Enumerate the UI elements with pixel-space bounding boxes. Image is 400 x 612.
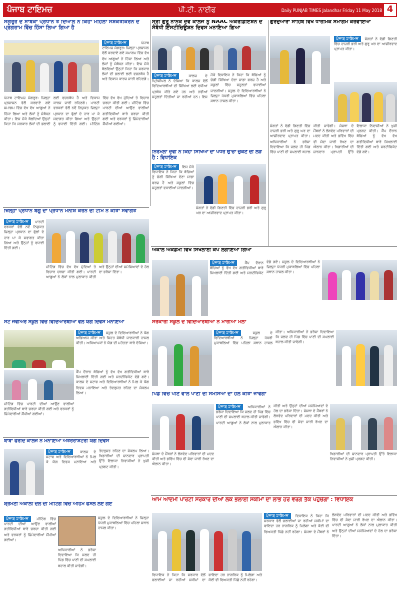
- article-headline: ਜ਼ਿਲ੍ਹਾ ਪ੍ਰਧਾਨ ਬੰਗੂ ਦਾ ਪ੍ਰਧਾਨ ਮਨੀਸ਼ ਕਰਨ ਦੀ ਟੀਮ ਨੇ ਕੀਤਾ ਸਵਾਗਤ: [4, 209, 137, 214]
- article-a7: ਅਕਾਲ ਅਕੈਡਮੀ ਵਿਖੇ ਸਿਖਲਾਈ ਕੈਂਪ ਲਗਾਇਆ ਗਿਆ ਪੰਜਾਬ ਟਾਇਮਜ਼ ਕੈਂਪ ਦੌਰਾਨ ਬੱਚਿਆਂ ਨੂੰ ਵੱਖ ਵੱਖ ਗਤੀਵਿਧੀਆਂ ਬਾਰੇ ਸਿਖਲਾਈ ਦਿੱਤੀ ਗਈ ਅਤੇ ਸਰਟੀਫਿਕੇਟ ਵੰਡੇ ਗਏ। ਸਕੂਲ ਦੇ ਵਿਦਿਆਰਥੀਆਂ ਨੇ ਜ਼ਿਲ੍ਹਾ ਪੱਧਰੀ ਮੁਕਾਬਲਿਆਂ ਵਿੱਚ ਪਹਿਲਾ ਸਥਾਨ ਹਾਸਲ ਕੀਤਾ।: [152, 248, 397, 318]
- bureau-tag: ਪੰਜਾਬ ਟਾਇਮਜ਼: [78, 330, 101, 335]
- bureau-tag: ਪੰਜਾਬ ਟਾਇਮਜ਼: [6, 219, 29, 224]
- bureau-tag: ਪੰਜਾਬ ਟਾਇਮਜ਼: [104, 40, 127, 45]
- article-a2: ਸ੍ਰੀ ਗੁਰੂ ਨਾਨਕ ਦੇਵ ਕਾਲਜ ਨੂੰ NAAC ਐਕਰੀਡੀਏਸ਼ਨ ਦੇ ਸੰਬੰਧੀ ਇੰਸਟੀਚਿਊਸ਼ਨ ਦਿਵਸ ਮਨਾਇਆ ਗਿਆ ਪੰਜਾਬ ਟਾਇਮਜ਼ ਕਾਲਜ ਦੇ ਪ੍ਰਿੰਸੀਪਲ ਨੇ ਦੱਸਿਆ ਕਿ ਕਾਲਜ ਵੱਲੋਂ ਵਿਦਿਆਰਥੀਆਂ ਦੀ ਸਿੱਖਿਆ ਲਈ ਵਧੀਆ ਪ੍ਰਬੰਧ ਕੀਤੇ ਗਏ ਹਨ ਅਤੇ ਨਵੀਆਂ ਸਹੂਲਤਾਂ ਦਿੱਤੀਆਂ ਜਾ ਰਹੀਆਂ ਹਨ। ਇਸ ਮੌਕੇ ਵਿਧਾਇਕ ਨੇ ਕਿਹਾ ਕਿ ਬੱਚਿਆਂ ਨੂੰ ਚੰਗੀ ਸਿੱਖਿਆ ਦੇਣਾ ਸਾਡਾ ਫਰਜ਼ ਹੈ ਅਤੇ ਸਕੂਲਾਂ ਵਿੱਚ ਸਹੂਲਤਾਂ ਵਧਾਈਆਂ ਜਾਣਗੀਆਂ। ਸਕੂਲ ਦੇ ਵਿਦਿਆਰਥੀਆਂ ਨੇ ਜ਼ਿਲ੍ਹਾ ਪੱਧਰੀ ਮੁਕਾਬਲਿਆਂ ਵਿੱਚ ਪਹਿਲਾ ਸਥਾਨ ਹਾਸਲ ਕੀਤਾ।: [152, 20, 266, 104]
- bureau-tag: ਪੰਜਾਬ ਟਾਇਮਜ਼: [216, 330, 239, 335]
- article-body: ਪੰਜਾਬ ਟਾਇਮਜ਼ ਸੰਗਰੂਰ: ਜ਼ਿਲ੍ਹਾ ਪ੍ਰਸ਼ਾਸਨ ਵੱਲੋਂ ਕਰਵਾਏ ਗਏ ਸਮਾਗਮ ਵਿੱਚ ਵੱਖ ਵੱਖ ਆਗੂਆਂ ਨੇ ਹਿੱਸਾ ਲਿਆ ਅਤੇ ਲੋਕਾਂ ਨੂੰ ਸੰਬੋਧਨ ਕੀਤਾ। ਇਸ ਮੌਕੇ ਬੋਲਦਿਆਂ ਉਨ੍ਹਾਂ ਕਿਹਾ ਕਿ ਸਰਕਾਰ ਲੋਕਾਂ ਦੀ ਭਲਾਈ ਲਈ ਵਚਨਬੱਧ ਹੈ ਅਤੇ ਵਿਕਾਸ ਕਾਰਜ ਜਾਰੀ ਰਹਿਣਗੇ।: [102, 41, 149, 82]
- article-photo: [330, 404, 397, 450]
- article-a4: ਜ਼ਿਲ੍ਹਾ ਪ੍ਰਧਾਨ ਬੰਗੂ ਦਾ ਪ੍ਰਧਾਨ ਮਨੀਸ਼ ਕਰਨ ਦੀ ਟੀਮ ਨੇ ਕੀਤਾ ਸਵਾਗਤ ਪੰਜਾਬ ਟਾਇਮਜ਼ ਪਾਰਟੀ ਵਰਕਰਾਂ ਵੱਲੋਂ ਨਵੇਂ ਨਿਯੁਕਤ ਜ਼ਿਲ੍ਹਾ ਪ੍ਰਧਾਨ ਦਾ ਫੁੱਲਾਂ ਦੇ ਹਾਰ ਪਾ ਕੇ ਸਵਾਗਤ ਕੀਤਾ ਗਿਆ ਅਤੇ ਉਨ੍ਹਾਂ ਨੂੰ ਵਧਾਈ ਦਿੱਤੀ ਗਈ। ਮੀਟਿੰਗ ਵਿੱਚ ਵੱਖ ਵੱਖ ਮੁੱਦਿਆਂ ਤੇ ਵਿਚਾਰ ਚਰਚਾ ਕੀਤੀ ਗਈ। ਪਾਰਟੀ ਆਗੂਆਂ ਨੇ ਲੋਕਾਂ ਨਾਲ ਮੁਲਾਕਾਤ ਕੀਤੀ ਅਤੇ ਉਨ੍ਹਾਂ ਦੀਆਂ ਸਮੱਸਿਆਵਾਂ ਦੇ ਹੱਲ ਦਾ ਭਰੋਸਾ ਦਿੱਤਾ।: [4, 209, 149, 280]
- article-body: ਕਾਲਜ ਦੇ ਸਟਾਫ ਅਤੇ ਵਿਦਿਆਰਥੀਆਂ ਨੇ ਮਿਲ ਕੇ ਯੋਗ ਦਿਵਸ ਮਨਾਇਆ ਅਤੇ ਤੰਦਰੁਸਤ ਰਹਿਣ ਦਾ ਸੰਕਲਪ ਲਿਆ।: [46, 449, 149, 465]
- article-body: ਸਕੂਲ ਦੇ ਵਿਦਿਆਰਥੀਆਂ ਨੇ ਜ਼ਿਲ੍ਹਾ ਪੱਧਰੀ ਮੁਕਾਬਲਿਆਂ ਵਿੱਚ ਪਹਿਲਾ ਸਥਾਨ ਹਾਸਲ ਕੀਤਾ।: [214, 330, 285, 346]
- article-headline: ਅਕਾਲ ਅਕੈਡਮੀ ਵਿਖੇ ਸਿਖਲਾਈ ਕੈਂਪ ਲਗਾਇਆ ਗਿਆ: [152, 248, 252, 253]
- article-photo: [4, 370, 74, 400]
- article-photo: [46, 219, 149, 263]
- article-photo: [4, 330, 74, 368]
- page-number: 4: [384, 4, 396, 16]
- article-headline: ਨਿਰਮਲਾ ਦੇਵੀ ਨੇ ਕਿਹਾ ਸਿੱਖਿਆ ਦਾ ਪੱਧਰ ਉੱਚਾ ਚੁੱਕਣ ਦੀ ਲੋੜ ਹੈ : ਵਿਧਾਇਕ: [152, 150, 262, 161]
- article-body: ਪਾਰਟੀ ਵਰਕਰਾਂ ਵੱਲੋਂ ਨਵੇਂ ਨਿਯੁਕਤ ਜ਼ਿਲ੍ਹਾ ਪ੍ਰਧਾਨ ਦਾ ਫੁੱਲਾਂ ਦੇ ਹਾਰ ਪਾ ਕੇ ਸਵਾਗਤ ਕੀਤਾ ਗਿਆ ਅਤੇ ਉਨ੍ਹਾਂ ਨੂੰ ਵਧਾਈ ਦਿੱਤੀ ਗਈ।: [4, 220, 44, 251]
- bureau-tag: ਪੰਜਾਬ ਟਾਇਮਜ਼: [212, 260, 235, 265]
- article-body: ਵਿਧਾਇਕ ਨੇ ਕਿਹਾ ਕਿ ਸਰਕਾਰ ਵੱਲੋਂ ਚਲਾਈਆਂ ਜਾ ਰਹੀਆਂ ਸਕੀਮਾਂ ਦਾ ਫਾਇਦਾ ਹਰ ਨਾਗਰਿਕ ਨੂੰ ਮਿਲੇਗਾ ਅਤੇ ਕੋਈ ਵੀ ਵਿਅਕਤੀ ਪਿੱਛੇ ਨਹੀਂ ਰਹੇਗਾ।: [264, 514, 329, 534]
- article-body: ਸਕੂਲ ਦੇ ਵਿਦਿਆਰਥੀਆਂ ਨੇ ਯੋਗ ਅਭਿਆਸ ਕੀਤਾ ਅਤੇ ਸਿਹਤ ਸੰਬੰਧੀ ਜਾਣਕਾਰੀ ਹਾਸਲ ਕੀਤੀ। ਅਧਿਆਪਕਾਂ ਨੇ ਯੋਗ ਦੀ ਮਹੱਤਤਾ ਬਾਰੇ ਦੱਸਿਆ।: [76, 331, 149, 346]
- article-photo: [152, 36, 266, 70]
- article-headline: ਸਰਕਾਰੀ ਸਕੂਲ ਦੇ ਵਿਦਿਆਰਥੀਆਂ ਨੇ ਮਾਰੀਆਂ ਮੱਲਾਂ: [152, 320, 247, 325]
- article-body: ਮੀਟਿੰਗ ਵਿੱਚ ਪਾਰਟੀ ਦੀਆਂ ਆਉਣ ਵਾਲੀਆਂ ਗਤੀਵਿਧੀਆਂ ਬਾਰੇ ਚਰਚਾ ਕੀਤੀ ਗਈ ਅਤੇ ਵਰਕਰਾਂ ਨੂੰ ਜ਼ਿੰਮੇਵਾਰੀਆਂ ਸੌਂਪੀਆਂ ਗਈਆਂ।: [4, 517, 56, 542]
- bureau-tag: ਪੰਜਾਬ ਟਾਇਮਜ਼: [154, 164, 177, 169]
- bureau-tag: ਪੰਜਾਬ ਟਾਇਮਜ਼: [336, 36, 359, 41]
- bureau-tag: ਪੰਜਾਬ ਟਾਇਮਜ਼: [154, 73, 177, 78]
- article-photo: [322, 260, 397, 300]
- article-photo: [152, 404, 214, 450]
- article-a12: ਗੁਰਦੁਆਰਾ ਸਾਹਿਬ ਵਿਖੇ ਧਾਰਮਿਕ ਸਮਾਗਮ ਕਰਵਾਇਆ ਪੰਜਾਬ ਟਾਇਮਜ਼ ਸੰਗਤਾਂ ਨੇ ਵੱਡੀ ਗਿਣਤੀ ਵਿੱਚ ਹਾਜ਼ਰੀ ਭਰੀ ਅਤੇ ਗੁਰੂ ਘਰ ਦਾ ਆਸ਼ੀਰਵਾਦ ਪ੍ਰਾਪਤ ਕੀਤਾ। ਸੰਗਤਾਂ ਨੇ ਵੱਡੀ ਗਿਣਤੀ ਵਿੱਚ ਹਾਜ਼ਰੀ ਭਰੀ ਅਤੇ ਗੁਰੂ ਘਰ ਦਾ ਆਸ਼ੀਰਵਾਦ ਪ੍ਰਾਪਤ ਕੀਤਾ। ਅਧਿਕਾਰੀਆਂ ਨੇ ਭਰੋਸਾ ਦਿਵਾਇਆ ਕਿ ਜਲਦ ਹੀ ਪਿੰਡ ਵਿੱਚ ਪਾਣੀ ਦੀ ਸਪਲਾਈ ਬਹਾਲ ਕੀਤੀ ਜਾਵੇਗੀ। ਸੰਸਥਾ ਦੇ ਮੈਂਬਰਾਂ ਨੇ ਲੋੜਵੰਦ ਪਰਿਵਾਰਾਂ ਦੀ ਮਦਦ ਕੀਤੀ ਅਤੇ ਭਵਿੱਖ ਵਿੱਚ ਵੀ ਸੇਵਾ ਜਾਰੀ ਰੱਖਣ ਦਾ ਐਲਾਨ ਕੀਤਾ। ਖਿਡਾਰੀਆਂ ਦੀ ਸ਼ਾਨਦਾਰ ਪ੍ਰਾਪਤੀ ਉੱਤੇ ਇਲਾਕਾ ਨਿਵਾਸੀਆਂ ਨੇ ਖੁਸ਼ੀ ਪ੍ਰਗਟ ਕੀਤੀ। ਕੈਂਪ ਦੌਰਾਨ ਬੱਚਿਆਂ ਨੂੰ ਵੱਖ ਵੱਖ ਗਤੀਵਿਧੀਆਂ ਬਾਰੇ ਸਿਖਲਾਈ ਦਿੱਤੀ ਗਈ ਅਤੇ ਸਰਟੀਫਿਕੇਟ ਵੰਡੇ ਗਏ।: [270, 20, 397, 155]
- article-body: ਕੈਂਪ ਦੌਰਾਨ ਬੱਚਿਆਂ ਨੂੰ ਵੱਖ ਵੱਖ ਗਤੀਵਿਧੀਆਂ ਬਾਰੇ ਸਿਖਲਾਈ ਦਿੱਤੀ ਗਈ ਅਤੇ ਸਰਟੀਫਿਕੇਟ ਵੰਡੇ ਗਏ।: [210, 260, 281, 276]
- article-body: ਅਧਿਕਾਰੀਆਂ ਨੇ ਭਰੋਸਾ ਦਿਵਾਇਆ ਕਿ ਜਲਦ ਹੀ ਪਿੰਡ ਵਿੱਚ ਪਾਣੀ ਦੀ ਸਪਲਾਈ ਬਹਾਲ ਕੀਤੀ ਜਾਵੇਗੀ।: [216, 405, 271, 420]
- article-headline: ਸ਼੍ਰੋਮਣੀ ਅਕਾਲੀ ਦਲ ਦੀ ਮੀਟਿੰਗ ਵਿੱਚ ਅਹਿਮ ਫੈਸਲੇ ਲਏ ਗਏ: [4, 502, 113, 507]
- portrait-photo: [58, 516, 96, 546]
- article-a10: ਸ਼੍ਰੋਮਣੀ ਅਕਾਲੀ ਦਲ ਦੀ ਮੀਟਿੰਗ ਵਿੱਚ ਅਹਿਮ ਫੈਸਲੇ ਲਏ ਗਏ ਪੰਜਾਬ ਟਾਇਮਜ਼ ਮੀਟਿੰਗ ਵਿੱਚ ਪਾਰਟੀ ਦੀਆਂ ਆਉਣ ਵਾਲੀਆਂ ਗਤੀਵਿਧੀਆਂ ਬਾਰੇ ਚਰਚਾ ਕੀਤੀ ਗਈ ਅਤੇ ਵਰਕਰਾਂ ਨੂੰ ਜ਼ਿੰਮੇਵਾਰੀਆਂ ਸੌਂਪੀਆਂ ਗਈਆਂ। ਸਕੂਲ ਦੇ ਵਿਦਿਆਰਥੀਆਂ ਨੇ ਜ਼ਿਲ੍ਹਾ ਪੱਧਰੀ ਮੁਕਾਬਲਿਆਂ ਵਿੱਚ ਪਹਿਲਾ ਸਥਾਨ ਹਾਸਲ ਕੀਤਾ। ਅਧਿਕਾਰੀਆਂ ਨੇ ਭਰੋਸਾ ਦਿਵਾਇਆ ਕਿ ਜਲਦ ਹੀ ਪਿੰਡ ਵਿੱਚ ਪਾਣੀ ਦੀ ਸਪਲਾਈ ਬਹਾਲ ਕੀਤੀ ਜਾਵੇਗੀ।: [4, 502, 149, 568]
- bureau-tag: ਪੰਜਾਬ ਟਾਇਮਜ਼: [6, 516, 29, 521]
- article-photo: [336, 330, 397, 386]
- article-body: ਕਾਲਜ ਦੇ ਪ੍ਰਿੰਸੀਪਲ ਨੇ ਦੱਸਿਆ ਕਿ ਕਾਲਜ ਵੱਲੋਂ ਵਿਦਿਆਰਥੀਆਂ ਦੀ ਸਿੱਖਿਆ ਲਈ ਵਧੀਆ ਪ੍ਰਬੰਧ ਕੀਤੇ ਗਏ ਹਨ ਅਤੇ ਨਵੀਆਂ ਸਹੂਲਤਾਂ ਦਿੱਤੀਆਂ ਜਾ ਰਹੀਆਂ ਹਨ।: [152, 74, 208, 99]
- article-a3: ਨਿਰਮਲਾ ਦੇਵੀ ਨੇ ਕਿਹਾ ਸਿੱਖਿਆ ਦਾ ਪੱਧਰ ਉੱਚਾ ਚੁੱਕਣ ਦੀ ਲੋੜ ਹੈ : ਵਿਧਾਇਕ ਪੰਜਾਬ ਟਾਇਮਜ਼ ਇਸ ਮੌਕੇ ਵਿਧਾਇਕ ਨੇ ਕਿਹਾ ਕਿ ਬੱਚਿਆਂ ਨੂੰ ਚੰਗੀ ਸਿੱਖਿਆ ਦੇਣਾ ਸਾਡਾ ਫਰਜ਼ ਹੈ ਅਤੇ ਸਕੂਲਾਂ ਵਿੱਚ ਸਹੂਲਤਾਂ ਵਧਾਈਆਂ ਜਾਣਗੀਆਂ। ਸੰਗਤਾਂ ਨੇ ਵੱਡੀ ਗਿਣਤੀ ਵਿੱਚ ਹਾਜ਼ਰੀ ਭਰੀ ਅਤੇ ਗੁਰੂ ਘਰ ਦਾ ਆਸ਼ੀਰਵਾਦ ਪ੍ਰਾਪਤ ਕੀਤਾ।: [152, 150, 266, 216]
- article-photo: [334, 82, 397, 122]
- newspaper-title: ਪੰਜਾਬ ਟਾਇਮਜ਼: [7, 5, 53, 14]
- article-photo: [4, 40, 99, 92]
- article-a6: ਸੈਂਟ ਜੇਵੀਅਰ ਸਕੂਲ ਵਿੱਚ ਵਿਦਿਆਰਥੀਆਂ ਵੱਲੋਂ ਯੋਗ ਦਿਵਸ ਮਨਾਇਆ ਪੰਜਾਬ ਟਾਇਮਜ਼ ਸਕੂਲ ਦੇ ਵਿਦਿਆਰਥੀਆਂ ਨੇ ਯੋਗ ਅਭਿਆਸ ਕੀਤਾ ਅਤੇ ਸਿਹਤ ਸੰਬੰਧੀ ਜਾਣਕਾਰੀ ਹਾਸਲ ਕੀਤੀ। ਅਧਿਆਪਕਾਂ ਨੇ ਯੋਗ ਦੀ ਮਹੱਤਤਾ ਬਾਰੇ ਦੱਸਿਆ। ਕੈਂਪ ਦੌਰਾਨ ਬੱਚਿਆਂ ਨੂੰ ਵੱਖ ਵੱਖ ਗਤੀਵਿਧੀਆਂ ਬਾਰੇ ਸਿਖਲਾਈ ਦਿੱਤੀ ਗਈ ਅਤੇ ਸਰਟੀਫਿਕੇਟ ਵੰਡੇ ਗਏ। ਕਾਲਜ ਦੇ ਸਟਾਫ ਅਤੇ ਵਿਦਿਆਰਥੀਆਂ ਨੇ ਮਿਲ ਕੇ ਯੋਗ ਦਿਵਸ ਮਨਾਇਆ ਅਤੇ ਤੰਦਰੁਸਤ ਰਹਿਣ ਦਾ ਸੰਕਲਪ ਲਿਆ। ਮੀਟਿੰਗ ਵਿੱਚ ਪਾਰਟੀ ਦੀਆਂ ਆਉਣ ਵਾਲੀਆਂ ਗਤੀਵਿਧੀਆਂ ਬਾਰੇ ਚਰਚਾ ਕੀਤੀ ਗਈ ਅਤੇ ਵਰਕਰਾਂ ਨੂੰ ਜ਼ਿੰਮੇਵਾਰੀਆਂ ਸੌਂਪੀਆਂ ਗਈਆਂ।: [4, 320, 149, 417]
- article-headline: ਸੈਂਟ ਜੇਵੀਅਰ ਸਕੂਲ ਵਿੱਚ ਵਿਦਿਆਰਥੀਆਂ ਵੱਲੋਂ ਯੋਗ ਦਿਵਸ ਮਨਾਇਆ: [4, 320, 124, 325]
- article-a1: ਸੰਗਰੂਰ ਦੇ ਸਾਬਕਾ ਪ੍ਰਧਾਨ ਤੇ ਦਿਆਲ ਨੇ ਕਿਹਾ ਮਹਿਲਾ ਸਸ਼ਕਤੀਕਰਨ ਦੇ ਪ੍ਰੋਗਰਾਮ ਵਿੱਚ ਹਿੱਸਾ ਲਿਆ ਗਿਆ ਹੈ ਪੰਜਾਬ ਟਾਇਮਜ਼ ਪੰਜਾਬ ਟਾਇਮਜ਼ ਸੰਗਰੂਰ: ਜ਼ਿਲ੍ਹਾ ਪ੍ਰਸ਼ਾਸਨ ਵੱਲੋਂ ਕਰਵਾਏ ਗਏ ਸਮਾਗਮ ਵਿੱਚ ਵੱਖ ਵੱਖ ਆਗੂਆਂ ਨੇ ਹਿੱਸਾ ਲਿਆ ਅਤੇ ਲੋਕਾਂ ਨੂੰ ਸੰਬੋਧਨ ਕੀਤਾ। ਇਸ ਮੌਕੇ ਬੋਲਦਿਆਂ ਉਨ੍ਹਾਂ ਕਿਹਾ ਕਿ ਸਰਕਾਰ ਲੋਕਾਂ ਦੀ ਭਲਾਈ ਲਈ ਵਚਨਬੱਧ ਹੈ ਅਤੇ ਵਿਕਾਸ ਕਾਰਜ ਜਾਰੀ ਰਹਿਣਗੇ। ਪੰਜਾਬ ਟਾਇਮਜ਼ ਸੰਗਰੂਰ: ਜ਼ਿਲ੍ਹਾ ਪ੍ਰਸ਼ਾਸਨ ਵੱਲੋਂ ਕਰਵਾਏ ਗਏ ਸਮਾਗਮ ਵਿੱਚ ਵੱਖ ਵੱਖ ਆਗੂਆਂ ਨੇ ਹਿੱਸਾ ਲਿਆ ਅਤੇ ਲੋਕਾਂ ਨੂੰ ਸੰਬੋਧਨ ਕੀਤਾ। ਇਸ ਮੌਕੇ ਬੋਲਦਿਆਂ ਉਨ੍ਹਾਂ ਕਿਹਾ ਕਿ ਸਰਕਾਰ ਲੋਕਾਂ ਦੀ ਭਲਾਈ ਲਈ ਵਚਨਬੱਧ ਹੈ ਅਤੇ ਵਿਕਾਸ ਕਾਰਜ ਜਾਰੀ ਰਹਿਣਗੇ। ਪਾਰਟੀ ਵਰਕਰਾਂ ਵੱਲੋਂ ਨਵੇਂ ਨਿਯੁਕਤ ਜ਼ਿਲ੍ਹਾ ਪ੍ਰਧਾਨ ਦਾ ਫੁੱਲਾਂ ਦੇ ਹਾਰ ਪਾ ਕੇ ਸਵਾਗਤ ਕੀਤਾ ਗਿਆ ਅਤੇ ਉਨ੍ਹਾਂ ਨੂੰ ਵਧਾਈ ਦਿੱਤੀ ਗਈ। ਮੀਟਿੰਗ ਵਿੱਚ ਵੱਖ ਵੱਖ ਮੁੱਦਿਆਂ ਤੇ ਵਿਚਾਰ ਚਰਚਾ ਕੀਤੀ ਗਈ। ਮੀਟਿੰਗ ਵਿੱਚ ਪਾਰਟੀ ਦੀਆਂ ਆਉਣ ਵਾਲੀਆਂ ਗਤੀਵਿਧੀਆਂ ਬਾਰੇ ਚਰਚਾ ਕੀਤੀ ਗਈ ਅਤੇ ਵਰਕਰਾਂ ਨੂੰ ਜ਼ਿੰਮੇਵਾਰੀਆਂ ਸੌਂਪੀਆਂ ਗਈਆਂ।: [4, 20, 149, 127]
- article-headline: ਬਾਬਾ ਫਰੀਦ ਕਾਲਜ ਨੇ ਮਨਾਇਆ ਅੰਤਰਰਾਸ਼ਟਰੀ ਯੋਗ ਦਿਵਸ: [4, 439, 110, 444]
- article-body: ਪੰਜਾਬ ਟਾਇਮਜ਼ ਸੰਗਰੂਰ: ਜ਼ਿਲ੍ਹਾ ਪ੍ਰਸ਼ਾਸਨ ਵੱਲੋਂ ਕਰਵਾਏ ਗਏ ਸਮਾਗਮ ਵਿੱਚ ਵੱਖ ਵੱਖ ਆਗੂਆਂ ਨੇ ਹਿੱਸਾ ਲਿਆ ਅਤੇ ਲੋਕਾਂ ਨੂੰ ਸੰਬੋਧਨ ਕੀਤਾ। ਇਸ ਮੌਕੇ ਬੋਲਦਿਆਂ ਉਨ੍ਹਾਂ ਕਿਹਾ ਕਿ ਸਰਕਾਰ ਲੋਕਾਂ ਦੀ ਭਲਾਈ ਲਈ ਵਚਨਬੱਧ ਹੈ ਅਤੇ ਵਿਕਾਸ ਕਾਰਜ ਜਾਰੀ ਰਹਿਣਗੇ।: [4, 96, 100, 127]
- article-a8: ਬਾਬਾ ਫਰੀਦ ਕਾਲਜ ਨੇ ਮਨਾਇਆ ਅੰਤਰਰਾਸ਼ਟਰੀ ਯੋਗ ਦਿਵਸ ਪੰਜਾਬ ਟਾਇਮਜ਼ ਕਾਲਜ ਦੇ ਸਟਾਫ ਅਤੇ ਵਿਦਿਆਰਥੀਆਂ ਨੇ ਮਿਲ ਕੇ ਯੋਗ ਦਿਵਸ ਮਨਾਇਆ ਅਤੇ ਤੰਦਰੁਸਤ ਰਹਿਣ ਦਾ ਸੰਕਲਪ ਲਿਆ। ਖਿਡਾਰੀਆਂ ਦੀ ਸ਼ਾਨਦਾਰ ਪ੍ਰਾਪਤੀ ਉੱਤੇ ਇਲਾਕਾ ਨਿਵਾਸੀਆਂ ਨੇ ਖੁਸ਼ੀ ਪ੍ਰਗਟ ਕੀਤੀ।: [4, 439, 149, 499]
- article-body: ਇਸ ਮੌਕੇ ਵਿਧਾਇਕ ਨੇ ਕਿਹਾ ਕਿ ਬੱਚਿਆਂ ਨੂੰ ਚੰਗੀ ਸਿੱਖਿਆ ਦੇਣਾ ਸਾਡਾ ਫਰਜ਼ ਹੈ ਅਤੇ ਸਕੂਲਾਂ ਵਿੱਚ ਸਹੂਲਤਾਂ ਵਧਾਈਆਂ ਜਾਣਗੀਆਂ।: [152, 165, 194, 190]
- date-line: Daily PUNJAB TIMES Jalandhar Friday 11 May 2018: [281, 7, 382, 13]
- article-photo: [152, 513, 262, 571]
- bureau-tag: ਪੰਜਾਬ ਟਾਇਮਜ਼: [218, 404, 241, 409]
- article-a13: ਪਿੰਡ ਵਿੱਚ ਪੀਣ ਵਾਲੇ ਪਾਣੀ ਦੀ ਸਮੱਸਿਆ ਦਾ ਹੱਲ ਕੀਤਾ ਜਾਵੇਗਾ ਪੰਜਾਬ ਟਾਇਮਜ਼ ਅਧਿਕਾਰੀਆਂ ਨੇ ਭਰੋਸਾ ਦਿਵਾਇਆ ਕਿ ਜਲਦ ਹੀ ਪਿੰਡ ਵਿੱਚ ਪਾਣੀ ਦੀ ਸਪਲਾਈ ਬਹਾਲ ਕੀਤੀ ਜਾਵੇਗੀ। ਪਾਰਟੀ ਆਗੂਆਂ ਨੇ ਲੋਕਾਂ ਨਾਲ ਮੁਲਾਕਾਤ ਕੀਤੀ ਅਤੇ ਉਨ੍ਹਾਂ ਦੀਆਂ ਸਮੱਸਿਆਵਾਂ ਦੇ ਹੱਲ ਦਾ ਭਰੋਸਾ ਦਿੱਤਾ। ਸੰਸਥਾ ਦੇ ਮੈਂਬਰਾਂ ਨੇ ਲੋੜਵੰਦ ਪਰਿਵਾਰਾਂ ਦੀ ਮਦਦ ਕੀਤੀ ਅਤੇ ਭਵਿੱਖ ਵਿੱਚ ਵੀ ਸੇਵਾ ਜਾਰੀ ਰੱਖਣ ਦਾ ਐਲਾਨ ਕੀਤਾ। ਸੰਸਥਾ ਦੇ ਮੈਂਬਰਾਂ ਨੇ ਲੋੜਵੰਦ ਪਰਿਵਾਰਾਂ ਦੀ ਮਦਦ ਕੀਤੀ ਅਤੇ ਭਵਿੱਖ ਵਿੱਚ ਵੀ ਸੇਵਾ ਜਾਰੀ ਰੱਖਣ ਦਾ ਐਲਾਨ ਕੀਤਾ। ਖਿਡਾਰੀਆਂ ਦੀ ਸ਼ਾਨਦਾਰ ਪ੍ਰਾਪਤੀ ਉੱਤੇ ਇਲਾਕਾ ਨਿਵਾਸੀਆਂ ਨੇ ਖੁਸ਼ੀ ਪ੍ਰਗਟ ਕੀਤੀ।: [152, 392, 397, 467]
- article-photo: [270, 36, 330, 84]
- article-a16: ਆਮ ਆਦਮੀ ਪਾਰਟੀ ਸਰਕਾਰ ਦੀਆਂ ਲੋਕ ਭਲਾਈ ਸਕੀਮਾਂ ਦਾ ਲਾਭ ਹਰ ਵਰਗ ਤੱਕ ਪਹੁੰਚੇਗਾ : ਵਿਧਾਇਕ ਪੰਜਾਬ ਟਾਇਮਜ਼ ਵਿਧਾਇਕ ਨੇ ਕਿਹਾ ਕਿ ਸਰਕਾਰ ਵੱਲੋਂ ਚਲਾਈਆਂ ਜਾ ਰਹੀਆਂ ਸਕੀਮਾਂ ਦਾ ਫਾਇਦਾ ਹਰ ਨਾਗਰਿਕ ਨੂੰ ਮਿਲੇਗਾ ਅਤੇ ਕੋਈ ਵੀ ਵਿਅਕਤੀ ਪਿੱਛੇ ਨਹੀਂ ਰਹੇਗਾ। ਸੰਸਥਾ ਦੇ ਮੈਂਬਰਾਂ ਨੇ ਲੋੜਵੰਦ ਪਰਿਵਾਰਾਂ ਦੀ ਮਦਦ ਕੀਤੀ ਅਤੇ ਭਵਿੱਖ ਵਿੱਚ ਵੀ ਸੇਵਾ ਜਾਰੀ ਰੱਖਣ ਦਾ ਐਲਾਨ ਕੀਤਾ। ਪਾਰਟੀ ਆਗੂਆਂ ਨੇ ਲੋਕਾਂ ਨਾਲ ਮੁਲਾਕਾਤ ਕੀਤੀ ਅਤੇ ਉਨ੍ਹਾਂ ਦੀਆਂ ਸਮੱਸਿਆਵਾਂ ਦੇ ਹੱਲ ਦਾ ਭਰੋਸਾ ਦਿੱਤਾ। ਵਿਧਾਇਕ ਨੇ ਕਿਹਾ ਕਿ ਸਰਕਾਰ ਵੱਲੋਂ ਚਲਾਈਆਂ ਜਾ ਰਹੀਆਂ ਸਕੀਮਾਂ ਦਾ ਫਾਇਦਾ ਹਰ ਨਾਗਰਿਕ ਨੂੰ ਮਿਲੇਗਾ ਅਤੇ ਕੋਈ ਵੀ ਵਿਅਕਤੀ ਪਿੱਛੇ ਨਹੀਂ ਰਹੇਗਾ।: [152, 497, 397, 583]
- bureau-tag: ਪੰਜਾਬ ਟਾਇਮਜ਼: [266, 513, 289, 518]
- article-body: ਸੰਗਤਾਂ ਨੇ ਵੱਡੀ ਗਿਣਤੀ ਵਿੱਚ ਹਾਜ਼ਰੀ ਭਰੀ ਅਤੇ ਗੁਰੂ ਘਰ ਦਾ ਆਸ਼ੀਰਵਾਦ ਪ੍ਰਾਪਤ ਕੀਤਾ।: [334, 37, 397, 52]
- article-headline: ਸੰਗਰੂਰ ਦੇ ਸਾਬਕਾ ਪ੍ਰਧਾਨ ਤੇ ਦਿਆਲ ਨੇ ਕਿਹਾ ਮਹਿਲਾ ਸਸ਼ਕਤੀਕਰਨ ਦੇ ਪ੍ਰੋਗਰਾਮ ਵਿੱਚ ਹਿੱਸਾ ਲਿਆ ਗਿਆ ਹੈ: [4, 20, 140, 31]
- article-photo: [152, 330, 212, 386]
- section-title: ਪੀ.ਟੀ. ਨਾਈਫ: [178, 5, 216, 14]
- article-photo: [196, 164, 266, 204]
- article-a11: ਸਰਕਾਰੀ ਸਕੂਲ ਦੇ ਵਿਦਿਆਰਥੀਆਂ ਨੇ ਮਾਰੀਆਂ ਮੱਲਾਂ ਪੰਜਾਬ ਟਾਇਮਜ਼ ਸਕੂਲ ਦੇ ਵਿਦਿਆਰਥੀਆਂ ਨੇ ਜ਼ਿਲ੍ਹਾ ਪੱਧਰੀ ਮੁਕਾਬਲਿਆਂ ਵਿੱਚ ਪਹਿਲਾ ਸਥਾਨ ਹਾਸਲ ਕੀਤਾ। ਅਧਿਕਾਰੀਆਂ ਨੇ ਭਰੋਸਾ ਦਿਵਾਇਆ ਕਿ ਜਲਦ ਹੀ ਪਿੰਡ ਵਿੱਚ ਪਾਣੀ ਦੀ ਸਪਲਾਈ ਬਹਾਲ ਕੀਤੀ ਜਾਵੇਗੀ।: [152, 320, 397, 390]
- article-headline: ਗੁਰਦੁਆਰਾ ਸਾਹਿਬ ਵਿਖੇ ਧਾਰਮਿਕ ਸਮਾਗਮ ਕਰਵਾਇਆ: [270, 20, 371, 25]
- article-headline: ਪਿੰਡ ਵਿੱਚ ਪੀਣ ਵਾਲੇ ਪਾਣੀ ਦੀ ਸਮੱਸਿਆ ਦਾ ਹੱਲ ਕੀਤਾ ਜਾਵੇਗਾ: [152, 392, 267, 397]
- article-headline: ਸ੍ਰੀ ਗੁਰੂ ਨਾਨਕ ਦੇਵ ਕਾਲਜ ਨੂੰ NAAC ਐਕਰੀਡੀਏਸ਼ਨ ਦੇ ਸੰਬੰਧੀ ਇੰਸਟੀਚਿਊਸ਼ਨ ਦਿਵਸ ਮਨਾਇਆ ਗਿਆ: [152, 20, 263, 31]
- article-photo: [152, 260, 208, 316]
- article-photo: [4, 449, 44, 495]
- masthead: [3, 3, 397, 17]
- article-headline: ਆਮ ਆਦਮੀ ਪਾਰਟੀ ਸਰਕਾਰ ਦੀਆਂ ਲੋਕ ਭਲਾਈ ਸਕੀਮਾਂ ਦਾ ਲਾਭ ਹਰ ਵਰਗ ਤੱਕ ਪਹੁੰਚੇਗਾ : ਵਿਧਾਇਕ: [152, 497, 354, 503]
- bureau-tag: ਪੰਜਾਬ ਟਾਇਮਜ਼: [48, 449, 71, 454]
